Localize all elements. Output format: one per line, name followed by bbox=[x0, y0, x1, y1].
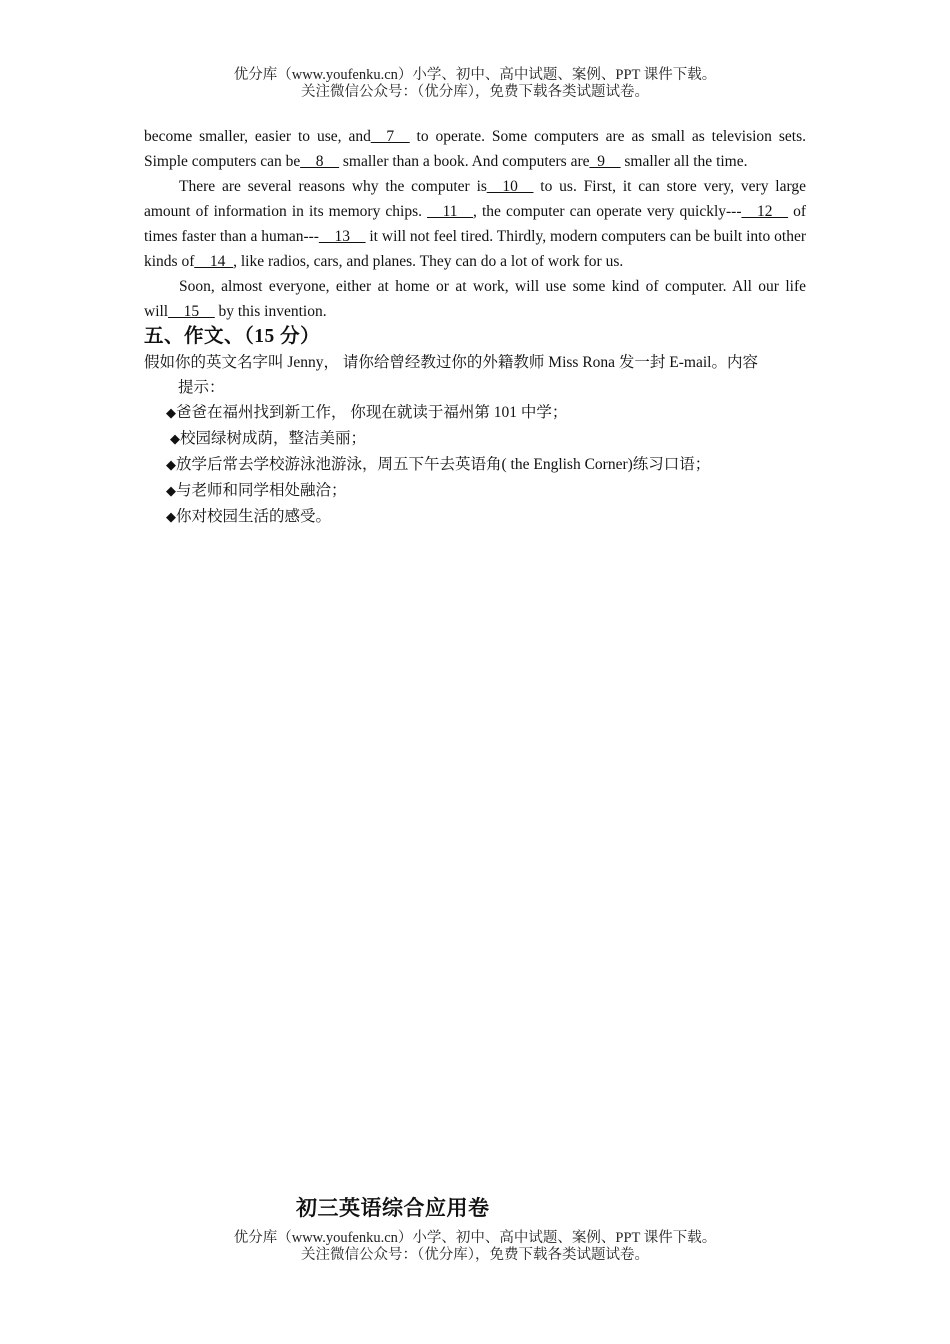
passage-text: Soon, almost everyone, either at home or at work, will use some kind of computer. All our life will bbox=[144, 278, 806, 320]
bullet-text: 与老师和同学相处融洽； bbox=[176, 482, 347, 499]
blank-9: _9__ bbox=[589, 153, 621, 170]
header-line-2: 关注微信公众号：（优分库），免费下载各类试题试卷。 bbox=[301, 84, 649, 100]
section-title-writing: 五、作文、（15 分） bbox=[144, 326, 321, 347]
blank-10: __10__ bbox=[486, 178, 534, 195]
writing-prompt-line-2: 提示： bbox=[178, 379, 225, 396]
blank-13: __13__ bbox=[318, 228, 366, 245]
bullet-text: 你对校园生活的感受。 bbox=[176, 508, 332, 525]
passage-text: become smaller, easier to use, and bbox=[144, 128, 371, 145]
passage-text: smaller all the time. bbox=[620, 153, 748, 170]
blank-14: __14_ bbox=[194, 253, 234, 270]
blank-15: __15__ bbox=[168, 303, 215, 320]
page-footer bbox=[0, 1230, 950, 1264]
writing-bullet bbox=[144, 400, 806, 426]
blank-7: __7__ bbox=[370, 128, 410, 145]
blank-12: __12__ bbox=[741, 203, 788, 220]
passage-text: to operate. Some computers are as small as television sets. Simple computers can be bbox=[144, 128, 806, 170]
writing-bullet bbox=[144, 504, 806, 530]
passage-text: it will not feel tired. Thirdly, modern computers can be built into other kinds of bbox=[144, 228, 806, 270]
diamond-bullet-icon: ◆ bbox=[170, 432, 180, 447]
writing-bullet bbox=[144, 426, 806, 452]
footer-line-2: 关注微信公众号：（优分库），免费下载各类试题试卷。 bbox=[301, 1247, 649, 1263]
bullet-text: 爸爸在福州找到新工作， 你现在就读于福州第 101 中学； bbox=[176, 404, 568, 421]
passage-text: , like radios, cars, and planes. They can do a lot of work for us. bbox=[233, 253, 624, 270]
bullet-text: 放学后常去学校游泳池游泳，周五下午去英语角( the English Corner)练习口语； bbox=[176, 456, 711, 473]
writing-bullet bbox=[144, 478, 806, 504]
page-header bbox=[0, 67, 950, 101]
diamond-bullet-icon: ◆ bbox=[166, 484, 176, 499]
document-body bbox=[144, 124, 806, 530]
passage-text: , the computer can operate very quickly--- bbox=[473, 203, 742, 220]
passage-paragraph-1 bbox=[144, 124, 806, 174]
passage-text: smaller than a book. And computers are bbox=[339, 153, 590, 170]
passage-paragraph-3 bbox=[144, 274, 806, 324]
blank-11: __11__ bbox=[427, 203, 474, 220]
bullet-text: 校园绿树成荫，整洁美丽； bbox=[180, 430, 367, 447]
writing-bullet bbox=[144, 452, 806, 478]
passage-text: to us. First, it can store very, very large amount of information in its memory chips. bbox=[144, 178, 806, 220]
passage-text: by this invention. bbox=[214, 303, 327, 320]
writing-prompt-line-1: 假如你的英文名字叫 Jenny， 请你给曾经教过你的外籍教师 Miss Rona 发一封 E-mail。内容 bbox=[144, 354, 758, 371]
next-paper-title: 初三英语综合应用卷 bbox=[296, 1196, 490, 1220]
diamond-bullet-icon: ◆ bbox=[166, 406, 176, 421]
footer-line-1: 优分库（www.youfenku.cn）小学、初中、高中试题、案例、PPT 课件下载。 bbox=[233, 1230, 717, 1246]
passage-text: of times faster than a human--- bbox=[144, 203, 806, 245]
diamond-bullet-icon: ◆ bbox=[166, 510, 176, 525]
passage-text: There are several reasons why the computer is bbox=[179, 178, 487, 195]
passage-paragraph-2 bbox=[144, 174, 806, 274]
header-line-1: 优分库（www.youfenku.cn）小学、初中、高中试题、案例、PPT 课件下载。 bbox=[233, 67, 717, 83]
blank-8: __8__ bbox=[300, 153, 339, 170]
diamond-bullet-icon: ◆ bbox=[166, 458, 176, 473]
